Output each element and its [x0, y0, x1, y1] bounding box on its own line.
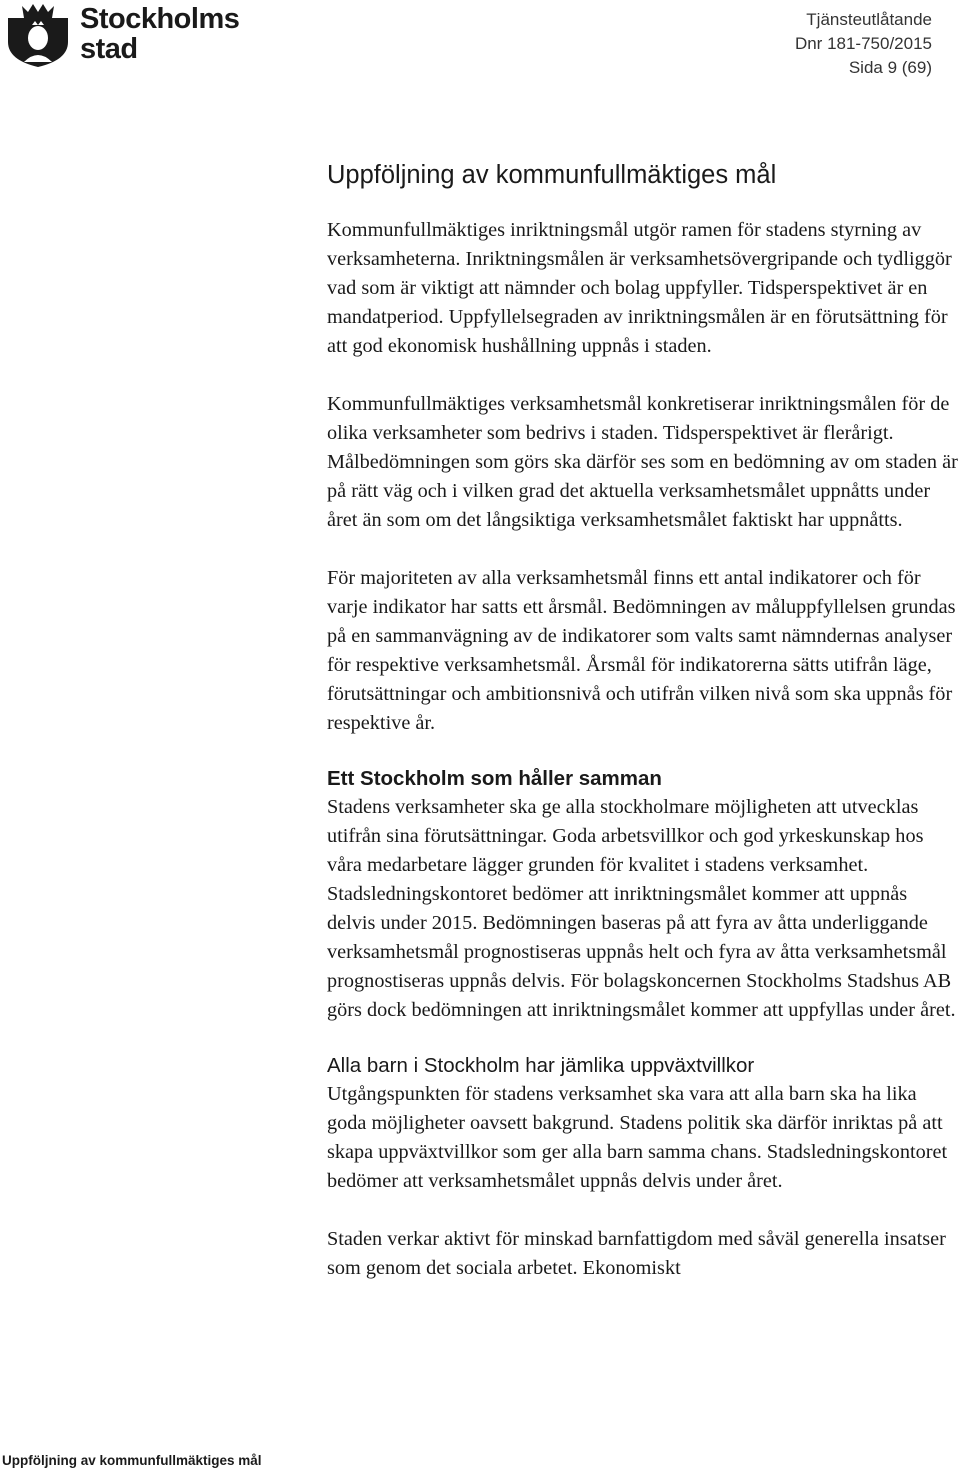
section-body: Utgångspunkten för stadens verksamhet ska vara att alla barn ska ha lika goda möjligheter oavsett bakgrund. Stadens politik ska därför inriktas på att skapa uppväxtvillkor som ger alla barn samma chans. Stadsledningskontoret bedömer att verksamhetsmålet uppnås delvis under året. — [327, 1083, 948, 1192]
section-body: Stadens verksamheter ska ge alla stockholmare möjligheten att utvecklas utifrån sina förutsättningar. Goda arbetsvillkor och god yrkeskunskap hos våra medarbetare lägger grunden för kvalitet i stadens verksamhet. Stadsledningskontoret bedömer att inriktningsmålet kommer att uppnås delvis under 2015. Bedömningen baseras på att fyra av åtta underliggande verksamhetsmål prognostiseras uppnås helt och fyra av åtta verksamhetsmål prognostiseras uppnås delvis. För bolagskoncernen Stockholms Stadshus AB görs dock bedömningen att inriktningsmålet kommer att uppfyllas under året. — [327, 796, 956, 1021]
city-seal-icon — [2, 2, 74, 68]
page-title: Uppföljning av kommunfullmäktiges mål — [327, 161, 777, 189]
document-number: Dnr 181-750/2015 — [794, 34, 932, 53]
logo-line-2: stad — [80, 33, 138, 65]
page-footer: Uppföljning av kommunfullmäktiges mål — [2, 1453, 262, 1468]
paragraph: Kommunfullmäktiges inriktningsmål utgör ramen för stadens styrning av verksamheterna. Inriktningsmålen är verksamhetsövergripande och tydliggör vad som är viktigt att nämnder och bolag uppfyller. Tidsperspektivet är en mandatperiod. Uppfyllelsegraden av inriktningsmålen är en förutsättning för att god ekonomisk hushållning uppnås i staden. — [327, 219, 952, 357]
subsection-heading: Alla barn i Stockholm har jämlika uppväxtvillkor — [327, 1054, 755, 1077]
paragraph: Kommunfullmäktiges verksamhetsmål konkretiserar inriktningsmålen för de olika verksamheter som bedrivs i staden. Tidsperspektivet är flerårigt. Målbedömningen som görs ska därför ses som en bedömning av om staden är på rätt väg och i vilken grad det aktuella verksamhetsmålet uppnåtts under året än som om det långsiktiga verksamhetsmålet faktiskt har uppnåtts. — [327, 393, 958, 531]
page-number: Sida 9 (69) — [848, 58, 932, 77]
main-content — [327, 158, 959, 1312]
document-header-meta — [795, 8, 932, 80]
logo-line-1: Stockholms — [80, 3, 240, 35]
paragraph: För majoriteten av alla verksamhetsmål finns ett antal indikatorer och för varje indikator har satts ett årsmål. Bedömningen av måluppfyllelsen grundas på en sammanvägning av de indikatorer som valts samt nämndernas analyser för respektive verksamhetsmål. Årsmål för indikatorerna sätts utifrån läge, förutsättningar och ambitionsnivå och utifrån vilken nivå som ska uppnås för respektive år. — [327, 567, 956, 734]
stockholms-stad-logo — [2, 2, 240, 68]
section-heading: Ett Stockholm som håller samman — [327, 767, 662, 790]
section-body: Staden verkar aktivt för minskad barnfattigdom med såväl generella insatser som genom det sociala arbetet. Ekonomiskt — [327, 1228, 946, 1279]
document-type: Tjänsteutlåtande — [806, 10, 932, 29]
